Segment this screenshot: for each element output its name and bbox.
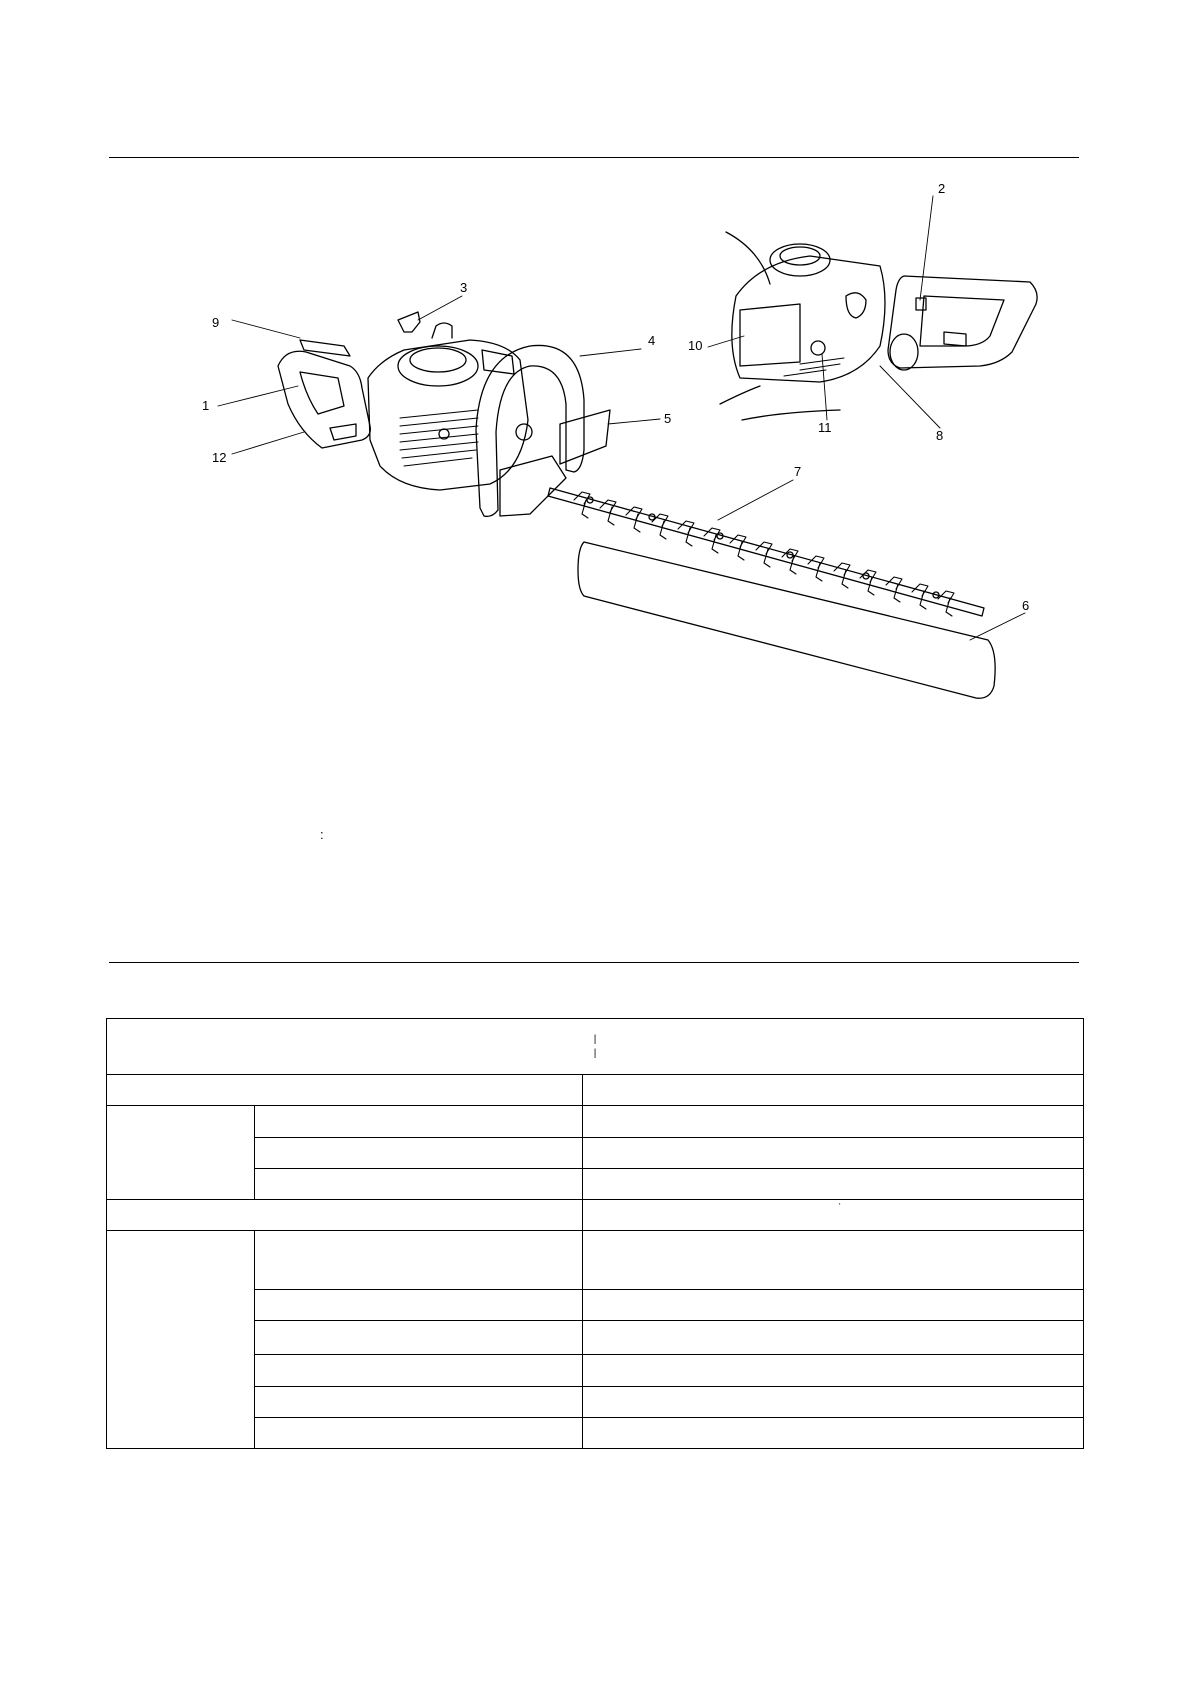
rear-handle-tab	[300, 340, 350, 356]
table-cell	[583, 1354, 1084, 1386]
header-bar-2: |	[593, 1047, 597, 1059]
starter-grip	[398, 312, 420, 332]
table-cell	[583, 1290, 1084, 1321]
callout-3: 3	[460, 280, 468, 295]
callout-9: 9	[212, 315, 220, 330]
table-cell	[107, 1075, 583, 1106]
table-cell	[583, 1321, 1084, 1354]
table-row	[107, 1199, 1084, 1230]
callout-2: 2	[938, 181, 946, 196]
table-row	[107, 1106, 1084, 1137]
callout-6: 6	[1022, 598, 1030, 613]
table-cell	[255, 1106, 583, 1137]
stop-switch	[916, 298, 926, 310]
table-group-cell	[107, 1106, 255, 1199]
callout-12: 12	[212, 450, 227, 465]
callout-8: 8	[936, 428, 944, 443]
dot-mark: '	[839, 1201, 841, 1211]
table-cell	[583, 1168, 1084, 1199]
table-cell	[583, 1137, 1084, 1168]
table-cell	[255, 1137, 583, 1168]
bottom-rule	[109, 962, 1079, 963]
table-cell	[583, 1230, 1084, 1289]
table-cell	[107, 1199, 583, 1230]
callout-leaders	[218, 196, 1025, 640]
hedge-trimmer-parts-figure	[0, 0, 1191, 720]
engine-cap	[398, 346, 478, 386]
callout-labels	[202, 181, 1029, 613]
callout-10: 10	[688, 338, 703, 353]
table-header-cell	[107, 1019, 1084, 1075]
hedge-trimmer-illustration	[278, 312, 995, 698]
table-cell	[583, 1106, 1084, 1137]
colon-mark: :	[320, 827, 324, 842]
callout-4: 4	[648, 333, 656, 348]
table-cell	[255, 1168, 583, 1199]
engine-body	[368, 340, 528, 490]
table-cell	[255, 1386, 583, 1417]
specification-table	[106, 1018, 1084, 1449]
table-header-row	[107, 1019, 1084, 1075]
table-cell	[255, 1290, 583, 1321]
table-cell	[255, 1417, 583, 1448]
blade-cover	[578, 542, 995, 698]
detail-illustration	[720, 232, 1037, 420]
table-row	[107, 1075, 1084, 1106]
callout-11: 11	[818, 420, 832, 435]
table-group-cell	[107, 1230, 255, 1448]
table-cell	[583, 1199, 1084, 1230]
callout-1: 1	[202, 398, 210, 413]
callout-5: 5	[664, 411, 672, 426]
table-cell	[255, 1354, 583, 1386]
fuel-cap	[846, 293, 866, 318]
table-cell	[583, 1417, 1084, 1448]
table-cell	[583, 1075, 1084, 1106]
table-row	[107, 1230, 1084, 1289]
table-cell	[255, 1230, 583, 1289]
callout-7: 7	[794, 464, 802, 479]
cooling-fins	[400, 410, 478, 466]
table-cell	[255, 1321, 583, 1354]
hand-guard	[560, 410, 610, 464]
front-handle	[476, 345, 584, 516]
header-bar-1: |	[593, 1033, 597, 1045]
table-cell	[583, 1386, 1084, 1417]
